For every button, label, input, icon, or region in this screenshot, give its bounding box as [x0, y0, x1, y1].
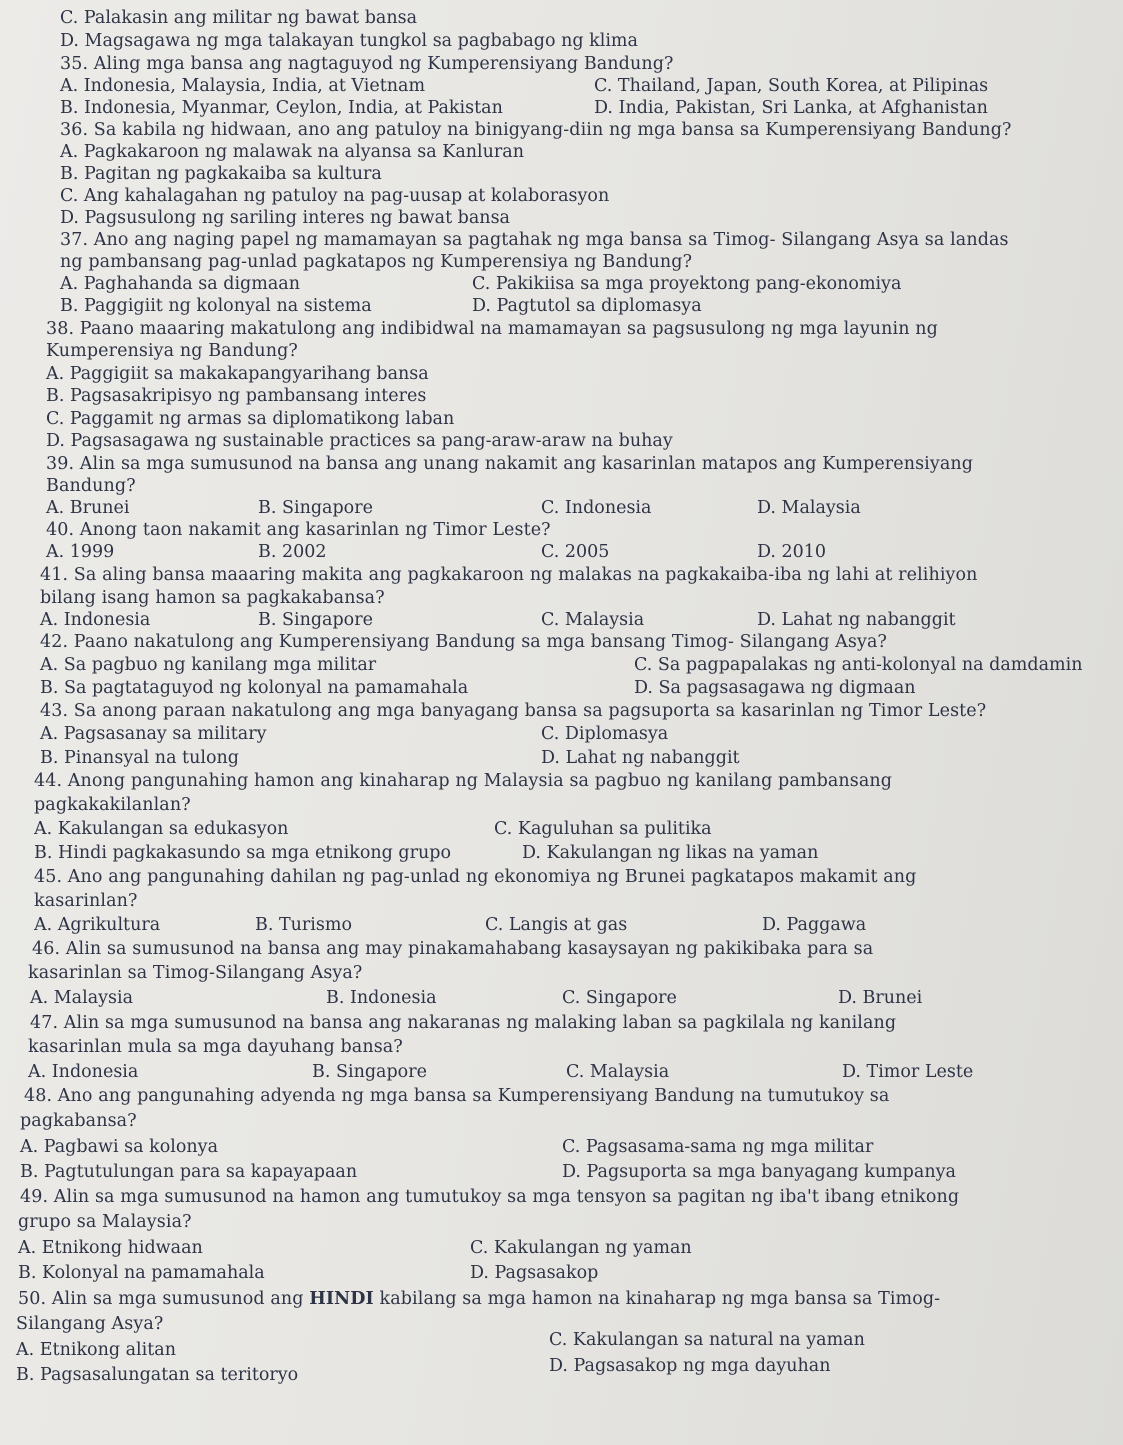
q40-choice-b: B. 2002 — [258, 542, 327, 562]
q46-choice-a: A. Malaysia — [30, 988, 134, 1008]
q41-stem-line2: bilang isang hamon sa pagkakabansa? — [40, 588, 385, 608]
q43-choice-c: C. Diplomasya — [541, 724, 669, 744]
q45-stem-line2: kasarinlan? — [34, 891, 138, 911]
q47-stem-line1: 47. Alin sa mga sumusunod na bansa ang nakaranas ng malaking laban sa pagkilala ng kanilang — [30, 1013, 897, 1033]
q46-choice-d: D. Brunei — [838, 988, 923, 1008]
q45-choice-c: C. Langis at gas — [485, 915, 628, 935]
q37-stem-line2: ng pambansang pag-unlad pagkatapos ng Kumperensiya ng Bandung? — [60, 252, 693, 272]
q38-stem-line2: Kumperensiya ng Bandung? — [46, 341, 298, 361]
q41-stem-line1: 41. Sa aling bansa maaaring makita ang pagkakaroon ng malakas na pagkakaiba-iba ng lahi at relihiyon — [40, 565, 978, 585]
q41-choice-d: D. Lahat ng nabanggit — [757, 610, 956, 630]
q49-choice-c: C. Kakulangan ng yaman — [470, 1238, 692, 1258]
q38-choice-a: A. Paggigiit sa makakapangyarihang bansa — [46, 364, 429, 384]
q37-stem-line1: 37. Ano ang naging papel ng mamamayan sa pagtahak ng mga bansa sa Timog- Silangang Asya sa landas — [60, 230, 1009, 250]
q43-stem: 43. Sa anong paraan nakatulong ang mga banyagang bansa sa pagsuporta sa kasarinlan ng Timor Leste? — [40, 701, 987, 721]
q41-choice-c: C. Malaysia — [541, 610, 645, 630]
q39-choice-d: D. Malaysia — [757, 498, 861, 518]
q39-choice-a: A. Brunei — [46, 498, 130, 518]
q36-choice-b: B. Pagitan ng pagkakaiba sa kultura — [60, 164, 382, 184]
q50-choice-d: D. Pagsasakop ng mga dayuhan — [549, 1356, 831, 1376]
q37-choice-d: D. Pagtutol sa diplomasya — [472, 296, 702, 316]
q46-choice-c: C. Singapore — [562, 988, 677, 1008]
q35-choice-c: C. Thailand, Japan, South Korea, at Pilipinas — [594, 76, 989, 96]
q48-choice-d: D. Pagsuporta sa mga banyagang kumpanya — [562, 1162, 956, 1182]
q47-choice-a: A. Indonesia — [28, 1062, 139, 1082]
q35-choice-d: D. India, Pakistan, Sri Lanka, at Afghanistan — [594, 98, 988, 118]
q44-choice-b: B. Hindi pagkakasundo sa mga etnikong grupo — [34, 843, 451, 863]
q41-choice-a: A. Indonesia — [40, 610, 151, 630]
q44-stem-line1: 44. Anong pangunahing hamon ang kinaharap ng Malaysia sa pagbuo ng kanilang pambansang — [34, 771, 893, 791]
q50-stem-pre: 50. Alin sa mga sumusunod ang — [18, 1289, 310, 1309]
q42-choice-d: D. Sa pagsasagawa ng digmaan — [634, 678, 916, 698]
q40-choice-a: A. 1999 — [46, 542, 115, 562]
q48-stem-line2: pagkabansa? — [20, 1111, 137, 1131]
q42-choice-c: C. Sa pagpapalakas ng anti-kolonyal na damdamin — [634, 655, 1083, 675]
q38-choice-c: C. Paggamit ng armas sa diplomatikong laban — [46, 409, 455, 429]
q45-choice-b: B. Turismo — [255, 915, 353, 935]
prev-choice-c: C. Palakasin ang militar ng bawat bansa — [60, 8, 418, 28]
q50-choice-c: C. Kakulangan sa natural na yaman — [549, 1330, 865, 1350]
q44-choice-d: D. Kakulangan ng likas na yaman — [522, 843, 819, 863]
q45-stem-line1: 45. Ano ang pangunahing dahilan ng pag-unlad ng ekonomiya ng Brunei pagkatapos makamit ang — [34, 867, 917, 887]
q45-choice-a: A. Agrikultura — [34, 915, 161, 935]
q41-choice-b: B. Singapore — [258, 610, 373, 630]
q37-choice-b: B. Paggigiit ng kolonyal na sistema — [60, 296, 372, 316]
q37-choice-a: A. Paghahanda sa digmaan — [60, 274, 300, 294]
q47-choice-b: B. Singapore — [312, 1062, 427, 1082]
q39-stem-line1: 39. Alin sa mga sumusunod na bansa ang unang nakamit ang kasarinlan matapos ang Kumperensiyang — [46, 454, 974, 474]
q38-choice-d: D. Pagsasagawa ng sustainable practices sa pang-araw-araw na buhay — [46, 431, 673, 451]
q40-stem: 40. Anong taon nakamit ang kasarinlan ng Timor Leste? — [46, 520, 551, 540]
q36-choice-a: A. Pagkakaroon ng malawak na alyansa sa Kanluran — [60, 142, 524, 162]
prev-choice-d: D. Magsagawa ng mga talakayan tungkol sa pagbabago ng klima — [60, 31, 638, 51]
q44-choice-a: A. Kakulangan sa edukasyon — [34, 819, 289, 839]
q40-choice-c: C. 2005 — [541, 542, 610, 562]
q49-choice-a: A. Etnikong hidwaan — [18, 1238, 203, 1258]
q38-stem-line1: 38. Paano maaaring makatulong ang indibidwal na mamamayan sa pagsusulong ng mga layunin ng — [46, 319, 938, 339]
q37-choice-c: C. Pakikiisa sa mga proyektong pang-ekonomiya — [472, 274, 902, 294]
q50-stem-line2: Silangang Asya? — [16, 1314, 164, 1334]
q49-choice-d: D. Pagsasakop — [470, 1263, 599, 1283]
q44-stem-line2: pagkakakilanlan? — [34, 795, 191, 815]
q36-choice-d: D. Pagsusulong ng sariling interes ng bawat bansa — [60, 208, 510, 228]
q50-choice-a: A. Etnikong alitan — [16, 1340, 176, 1360]
q48-choice-a: A. Pagbawi sa kolonya — [20, 1137, 219, 1157]
q46-choice-b: B. Indonesia — [326, 988, 437, 1008]
q49-stem-line1: 49. Alin sa mga sumusunod na hamon ang tumutukoy sa mga tensyon sa pagitan ng iba't ibang etnikong — [20, 1187, 960, 1207]
q42-choice-b: B. Sa pagtataguyod ng kolonyal na pamamahala — [40, 678, 469, 698]
q50-stem-line1 — [18, 1288, 940, 1310]
q48-stem-line1: 48. Ano ang pangunahing adyenda ng mga bansa sa Kumperensiyang Bandung na tumutukoy sa — [24, 1086, 890, 1106]
q42-choice-a: A. Sa pagbuo ng kanilang mga militar — [40, 655, 377, 675]
q48-choice-c: C. Pagsasama-sama ng mga militar — [562, 1137, 874, 1157]
q38-choice-b: B. Pagsasakripisyo ng pambansang interes — [46, 386, 427, 406]
q35-stem: 35. Aling mga bansa ang nagtaguyod ng Kumperensiyang Bandung? — [60, 54, 674, 74]
q35-choice-a: A. Indonesia, Malaysia, India, at Vietnam — [60, 76, 426, 96]
q43-choice-b: B. Pinansyal na tulong — [40, 748, 239, 768]
q39-choice-c: C. Indonesia — [541, 498, 652, 518]
q47-choice-c: C. Malaysia — [566, 1062, 670, 1082]
q47-stem-line2: kasarinlan mula sa mga dayuhang bansa? — [28, 1037, 403, 1057]
q42-stem: 42. Paano nakatulong ang Kumperensiyang Bandung sa mga bansang Timog- Silangang Asya? — [40, 632, 887, 652]
q35-choice-b: B. Indonesia, Myanmar, Ceylon, India, at Pakistan — [60, 98, 503, 118]
q43-choice-a: A. Pagsasanay sa military — [40, 724, 267, 744]
q36-choice-c: C. Ang kahalagahan ng patuloy na pag-uusap at kolaborasyon — [60, 186, 610, 206]
q49-choice-b: B. Kolonyal na pamamahala — [18, 1263, 265, 1283]
q39-stem-line2: Bandung? — [46, 476, 136, 496]
q47-choice-d: D. Timor Leste — [842, 1062, 974, 1082]
q39-choice-b: B. Singapore — [258, 498, 373, 518]
q46-stem-line1: 46. Alin sa sumusunod na bansa ang may pinakamahabang kasaysayan ng pakikibaka para sa — [32, 939, 874, 959]
q50-stem-emphasis: HINDI — [309, 1289, 374, 1309]
q50-stem-post: kabilang sa mga hamon na kinaharap ng mga bansa sa Timog- — [373, 1289, 941, 1309]
q40-choice-d: D. 2010 — [757, 542, 827, 562]
q44-choice-c: C. Kaguluhan sa pulitika — [494, 819, 712, 839]
q49-stem-line2: grupo sa Malaysia? — [18, 1212, 192, 1232]
q50-choice-b: B. Pagsasalungatan sa teritoryo — [16, 1365, 299, 1385]
q45-choice-d: D. Paggawa — [762, 915, 867, 935]
q43-choice-d: D. Lahat ng nabanggit — [541, 748, 740, 768]
q46-stem-line2: kasarinlan sa Timog-Silangang Asya? — [28, 963, 363, 983]
q48-choice-b: B. Pagtutulungan para sa kapayapaan — [20, 1162, 358, 1182]
q36-stem: 36. Sa kabila ng hidwaan, ano ang patuloy na binigyang-diin ng mga bansa sa Kumperensiyang Bandung? — [60, 120, 1012, 140]
